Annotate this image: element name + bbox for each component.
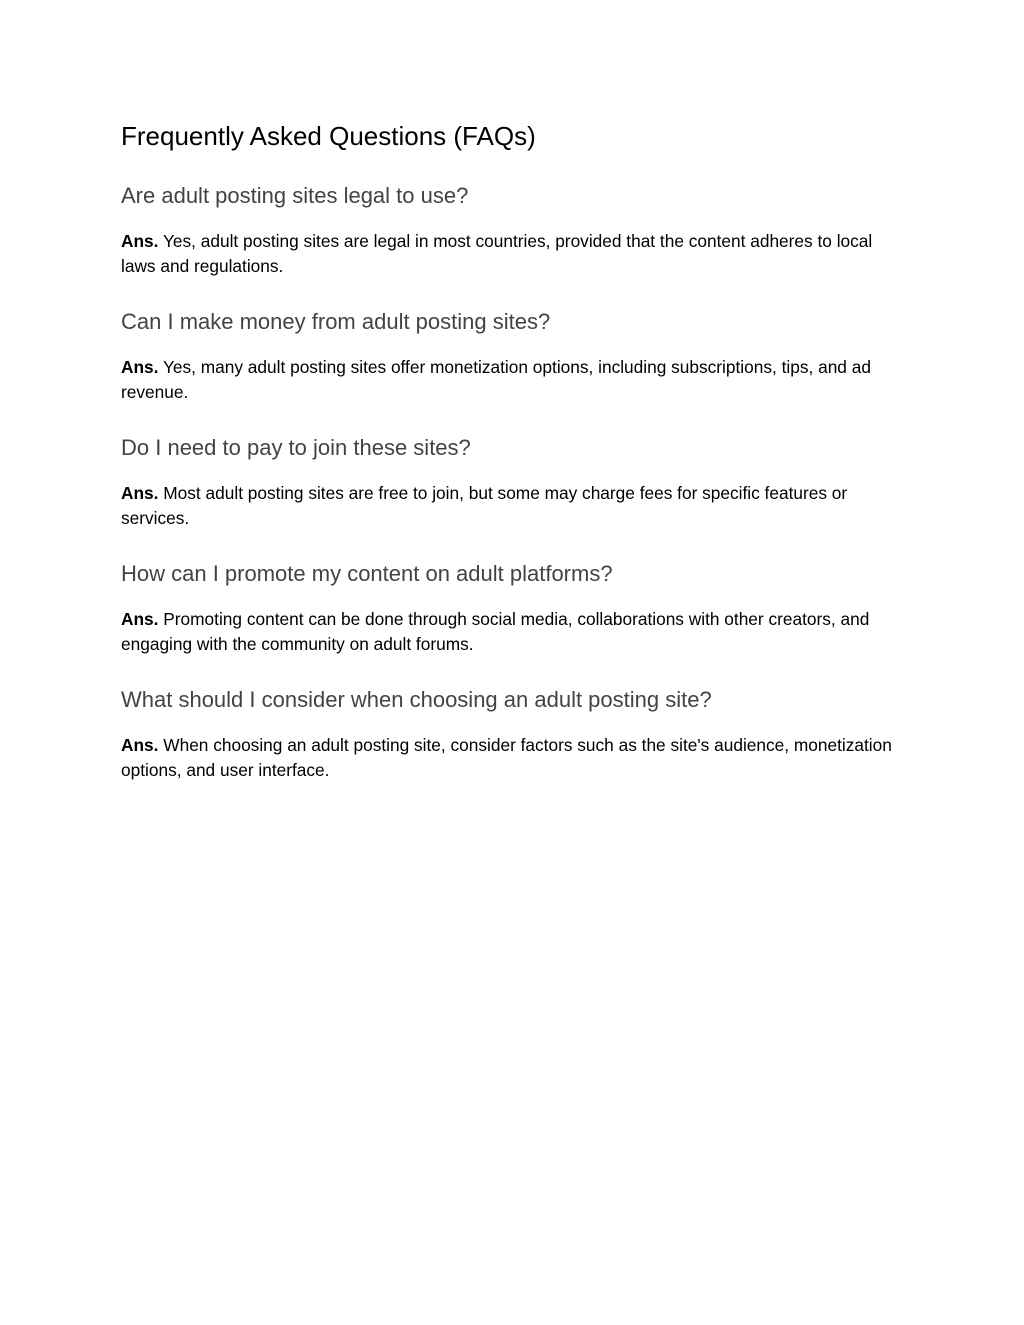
faq-answer-text: Yes, many adult posting sites offer monetization options, including subscriptions, tips, and ad revenue. [121,357,871,402]
faq-question: Can I make money from adult posting sites? [121,309,551,334]
faq-item-5 [121,685,911,782]
faq-answer [121,229,911,278]
faq-question: What should I consider when choosing an adult posting site? [121,687,712,712]
faq-question: Are adult posting sites legal to use? [121,183,469,208]
faq-answer-text: Yes, adult posting sites are legal in most countries, provided that the content adheres to local laws and regulations. [121,231,873,276]
faq-answer [121,481,911,530]
faq-answer-text: Most adult posting sites are free to join, but some may charge fees for specific features or services. [121,483,848,528]
document-page [121,118,911,782]
faq-question: How can I promote my content on adult platforms? [121,561,613,586]
faq-item-2 [121,307,911,404]
faq-answer [121,607,911,656]
faq-item-1 [121,181,911,278]
faq-question: Do I need to pay to join these sites? [121,435,471,460]
answer-prefix: Ans. [121,609,159,629]
faq-item-4 [121,559,911,656]
answer-prefix: Ans. [121,357,159,377]
answer-prefix: Ans. [121,483,159,503]
answer-prefix: Ans. [121,231,159,251]
faq-item-3 [121,433,911,530]
faq-answer [121,733,911,782]
faq-answer-text: When choosing an adult posting site, consider factors such as the site's audience, monetization options, and user interface. [121,735,892,780]
faq-answer-text: Promoting content can be done through social media, collaborations with other creators, and engaging with the community on adult forums. [121,609,870,654]
page-title: Frequently Asked Questions (FAQs) [121,121,536,151]
answer-prefix: Ans. [121,735,159,755]
faq-answer [121,355,911,404]
